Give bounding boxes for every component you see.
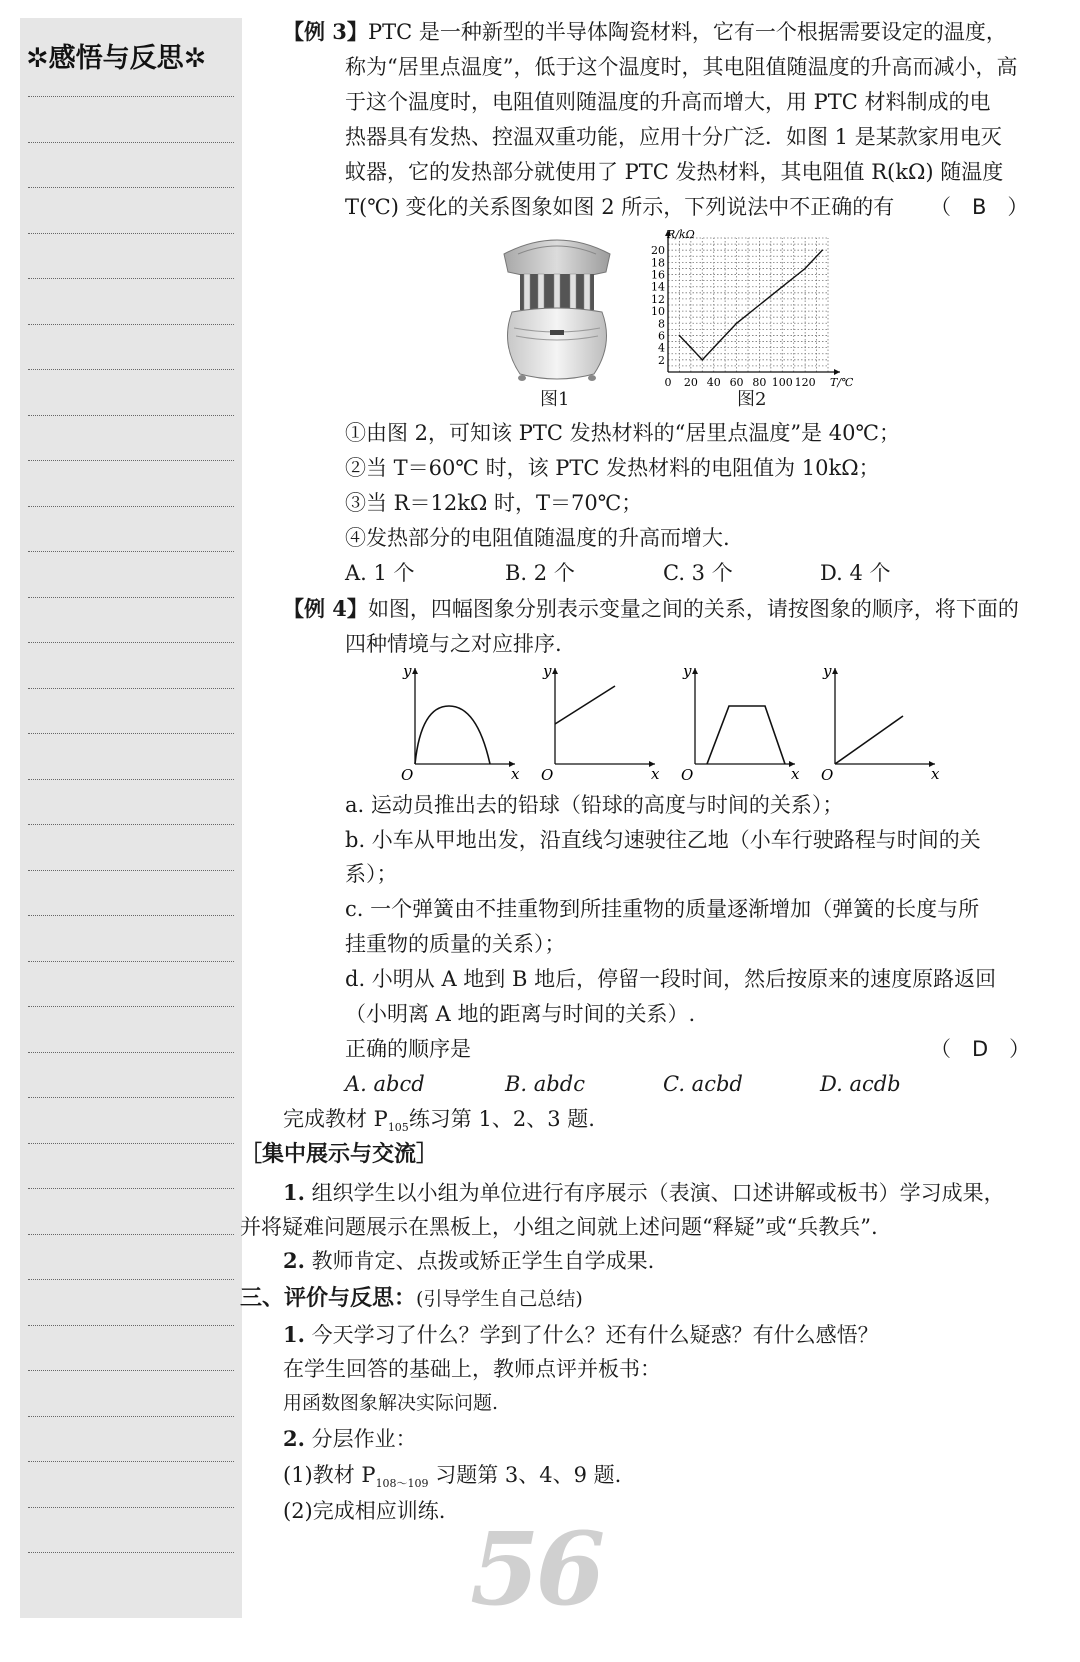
sidebar-note-line	[28, 1370, 234, 1371]
sidebar-note-line	[28, 733, 234, 734]
page-number: 56	[470, 1510, 602, 1628]
sidebar-note-line	[28, 1006, 234, 1007]
sidebar-note-line	[28, 779, 234, 780]
chart-x-tick-label: 80	[752, 376, 767, 389]
chart-data-point	[759, 304, 761, 306]
sidebar-note-line	[28, 1052, 234, 1053]
example3-option-c: C. 3 个	[663, 561, 733, 585]
graph-origin-label: O	[541, 766, 554, 782]
homework-2: (2)完成相应训练.	[283, 1499, 446, 1523]
graph-y-label: y	[823, 662, 832, 680]
display-item-1-cont: 并将疑难问题展示在黑板上，小组之间就上述问题“释疑”或“兵教兵”.	[240, 1215, 878, 1239]
example4-option-d: D. acdb	[820, 1072, 901, 1096]
chart-data-point	[679, 335, 681, 337]
four-graphs	[395, 660, 955, 782]
display-item-2: 2. 教师肯定、点拨或矫正学生自学成果.	[283, 1248, 655, 1273]
example4-answer: （ D ）	[930, 1037, 1031, 1061]
chart-data-point	[804, 268, 806, 270]
sidebar-note-line	[28, 642, 234, 643]
graph-y-arrow	[692, 668, 698, 674]
sidebar-note-line	[28, 688, 234, 689]
statement-2: ②当 T＝60℃ 时，该 PTC 发热材料的电阻值为 10kΩ；	[345, 456, 880, 480]
figure2-caption: 图2	[737, 389, 767, 410]
sidebar-note-line	[28, 187, 234, 188]
sidebar-note-line	[28, 1279, 234, 1280]
textbook-task: 完成教材 $P_{105}$练习第 1、2、3 题.	[283, 1107, 595, 1135]
example3-option-a: A. 1 个	[345, 561, 415, 585]
sidebar-note-line	[28, 1097, 234, 1098]
example4-line-1: 【例 4】如图，四幅图象分别表示变量之间的关系，请按图象的顺序，将下面的	[283, 596, 1019, 621]
sidebar-note-line	[28, 1188, 234, 1189]
chart-y-tick-label: 16	[651, 268, 665, 282]
function-graph-3	[681, 662, 800, 782]
function-graph-2	[541, 662, 660, 782]
graph-origin-label: O	[821, 766, 834, 782]
graph-curve	[415, 706, 490, 764]
example3-label: 【例 3】	[283, 19, 368, 44]
statement-1: ①由图 2，可知该 PTC 发热材料的“居里点温度”是 40℃；	[345, 421, 900, 445]
graph-x-label: x	[791, 765, 800, 782]
chart-x-tick-label: 120	[794, 376, 816, 389]
graph-y-label: y	[403, 662, 412, 680]
sidebar-note-line	[28, 915, 234, 916]
example3-option-d: D. 4 个	[820, 561, 891, 585]
graph-y-label: y	[543, 662, 552, 680]
graph-curve	[707, 706, 785, 764]
display-item-1: 1. 组织学生以小组为单位进行有序展示（表演、口述讲解或板书）学习成果，	[283, 1180, 1005, 1205]
example4-option-a: A. abcd	[345, 1072, 425, 1096]
chart-y-tick-label: 20	[651, 244, 665, 258]
graph-x-label: x	[511, 765, 520, 782]
sidebar-note-line	[28, 597, 234, 598]
sidebar-note-line	[28, 278, 234, 279]
example4-prompt: 正确的顺序是	[345, 1037, 471, 1061]
chart-data-point	[781, 286, 783, 288]
review-q1-board: 用函数图象解决实际问题.	[283, 1392, 499, 1414]
example3-line-4: 热器具有发热、控温双重功能，应用十分广泛．如图 1 是某款家用电灭	[345, 125, 1002, 149]
chart-x-tick-label: 0	[664, 376, 672, 389]
section-display-title: ［集中展示与交流］	[240, 1142, 439, 1167]
chart-x-tick-label: 100	[771, 376, 793, 389]
example3-line-3: 于这个温度时，电阻值则随温度的升高而增大，用 PTC 材料制成的电	[345, 90, 991, 114]
sidebar-note-line	[28, 1234, 234, 1235]
mosquito-killer-image	[498, 232, 616, 390]
sidebar-note-line	[28, 1461, 234, 1462]
chart-y-tick-label: 10	[651, 305, 665, 319]
notes-sidebar	[20, 18, 242, 1618]
statement-4: ④发热部分的电阻值随温度的升高而增大.	[345, 526, 730, 550]
function-graph-4	[821, 662, 940, 782]
chart-y-tick-label: 8	[658, 317, 665, 331]
graph-y-label: y	[683, 662, 692, 680]
chart-x-axis-label: T/℃	[830, 376, 854, 389]
sidebar-note-line	[28, 506, 234, 507]
graph-y-arrow	[412, 668, 418, 674]
sidebar-note-line	[28, 1416, 234, 1417]
chart-data-point	[821, 249, 823, 251]
review-q1-note: 在学生回答的基础上，教师点评并板书：	[283, 1357, 661, 1381]
function-graph-1	[401, 662, 520, 782]
review-q1: 1. 今天学习了什么？学到了什么？还有什么疑惑？有什么感悟？	[283, 1322, 879, 1347]
sidebar-note-line	[28, 1552, 234, 1553]
scenario-c-cont: 挂重物的质量的关系）；	[345, 932, 566, 956]
example3-line-6: T(℃) 变化的关系图象如图 2 所示，下列说法中不正确的有	[345, 195, 895, 219]
scenario-d: d. 小明从 A 地到 B 地后，停留一段时间，然后按原来的速度原路返回	[345, 967, 997, 991]
example4-option-c: C. acbd	[663, 1072, 743, 1096]
sidebar-note-line	[28, 233, 234, 234]
chart-y-tick-label: 12	[651, 292, 665, 306]
graph-curve	[835, 716, 903, 764]
chart-x-axis-arrow	[834, 369, 840, 375]
sidebar-note-line	[28, 460, 234, 461]
sidebar-note-line	[28, 324, 234, 325]
example4-option-b: B. abdc	[505, 1072, 585, 1096]
scenario-d-cont: （小明离 A 地的距离与时间的关系）.	[345, 1002, 696, 1026]
example3-answer: （ B ）	[930, 195, 1029, 219]
scenario-c: c. 一个弹簧由不挂重物到所挂重物的质量逐渐增加（弹簧的长度与所	[345, 897, 980, 921]
homework-1: (1)教材 $P_{108\sim 109}$ 习题第 3、4、9 题.	[283, 1463, 622, 1491]
sidebar-note-line	[28, 870, 234, 871]
chart-data-point	[690, 347, 692, 349]
graph-curve	[555, 686, 615, 724]
sidebar-note-line	[28, 1507, 234, 1508]
chart-y-tick-label: 6	[658, 329, 665, 343]
example3-line-2: 称为“居里点温度”，低于这个温度时，其电阻值随温度的升高而减小，高	[345, 55, 1018, 79]
chart-data-point	[701, 359, 703, 361]
chart-x-tick-label: 20	[683, 376, 698, 389]
review-q2: 2. 分层作业：	[283, 1426, 417, 1451]
chart-y-axis-label: R/kΩ	[667, 228, 695, 241]
chart-y-tick-label: 14	[651, 280, 665, 294]
graph-origin-label: O	[401, 766, 414, 782]
chart-data-point	[713, 347, 715, 349]
chart-x-tick-label: 60	[729, 376, 744, 389]
example3-line-1: 【例 3】PTC 是一种新型的半导体陶瓷材料，它有一个根据需要设定的温度，	[283, 19, 1007, 44]
sidebar-note-line	[28, 142, 234, 143]
scenario-b-cont: 系）；	[345, 862, 398, 886]
graph-y-arrow	[552, 668, 558, 674]
figure1-caption: 图1	[540, 389, 570, 410]
chart-y-tick-label: 18	[651, 256, 665, 270]
scenario-a: a. 运动员推出去的铅球（铅球的高度与时间的关系）；	[345, 793, 844, 817]
statement-3: ③当 R＝12kΩ 时，T＝70℃；	[345, 491, 643, 515]
sidebar-note-line	[28, 1143, 234, 1144]
graph-y-arrow	[832, 668, 838, 674]
sidebar-note-line	[28, 415, 234, 416]
example4-label: 【例 4】	[283, 596, 368, 621]
example3-line-5: 蚊器，它的发热部分就使用了 PTC 发热材料，其电阻值 R(kΩ) 随温度	[345, 160, 1004, 184]
graph-origin-label: O	[681, 766, 694, 782]
sidebar-note-line	[28, 369, 234, 370]
graph-x-label: x	[931, 765, 940, 782]
scenario-b: b. 小车从甲地出发，沿直线匀速驶往乙地（小车行驶路程与时间的关	[345, 828, 981, 852]
sidebar-title: ✲感悟与反思✲	[26, 43, 207, 74]
example4-line-2: 四种情境与之对应排序.	[345, 632, 562, 656]
chart-y-tick-label: 2	[658, 353, 665, 367]
sidebar-note-line	[28, 961, 234, 962]
example3-option-b: B. 2 个	[505, 561, 575, 585]
section-review-title: 三、评价与反思：(引导学生自己总结)	[240, 1286, 583, 1311]
sidebar-note-line	[28, 824, 234, 825]
sidebar-note-line	[28, 96, 234, 97]
chart-x-tick-label: 40	[706, 376, 721, 389]
chart-data-point	[736, 322, 738, 324]
resistance-temperature-chart	[640, 222, 860, 394]
graph-x-label: x	[651, 765, 660, 782]
chart-y-tick-label: 4	[658, 341, 665, 355]
sidebar-note-line	[28, 551, 234, 552]
sidebar-note-line	[28, 1325, 234, 1326]
